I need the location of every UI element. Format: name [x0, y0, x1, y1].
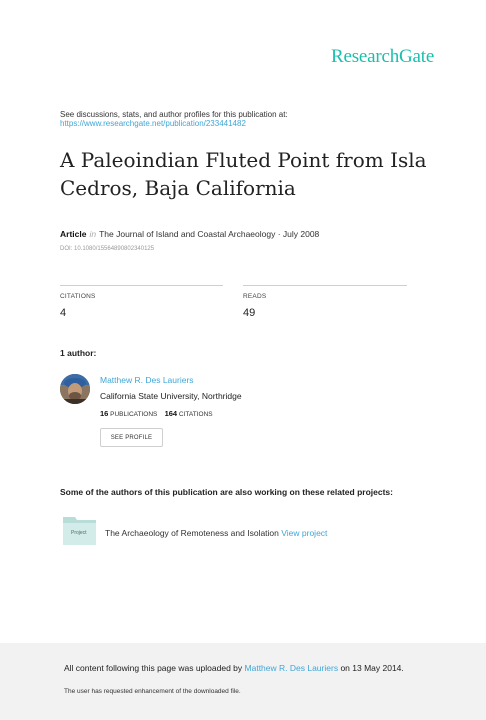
author-counts	[100, 409, 213, 418]
uploader-link[interactable]: Matthew R. Des Lauriers	[244, 663, 339, 673]
researchgate-logo[interactable]: ResearchGate	[331, 46, 435, 67]
author-affiliation: California State University, Northridge	[100, 391, 242, 401]
citations-divider	[60, 285, 223, 286]
related-projects-heading: Some of the authors of this publication are also working on these related projects:	[60, 487, 393, 497]
reads-label: READS	[243, 293, 267, 300]
citations-value: 4	[60, 307, 67, 319]
discussion-text: See discussions, stats, and author profiles for this publication at:	[60, 110, 288, 119]
publication-venue-date[interactable]: The Journal of Island and Coastal Archaeology · July 2008	[99, 229, 320, 239]
citations-label: CITATIONS	[60, 293, 96, 300]
author-citations-label: CITATIONS	[178, 411, 213, 418]
publication-title: A Paleoindian Fluted Point from Isla Cedros, Baja California	[60, 148, 427, 200]
authors-heading: 1 author:	[60, 348, 97, 358]
reads-value: 49	[243, 307, 256, 319]
author-name-link[interactable]: Matthew R. Des Lauriers	[100, 375, 194, 385]
author-citations-count: 164	[164, 409, 178, 418]
project-folder-label: Project	[71, 530, 87, 536]
publication-meta	[60, 229, 319, 239]
author-avatar[interactable]	[60, 374, 90, 404]
enhancement-note: The user has requested enhancement of the downloaded file.	[64, 688, 241, 695]
upload-prefix: All content following this page was uploaded by	[64, 663, 243, 673]
author-publications-label: PUBLICATIONS	[110, 411, 158, 418]
reads-divider	[243, 285, 407, 286]
in-word: in	[89, 229, 97, 239]
see-profile-button[interactable]: SEE PROFILE	[100, 428, 163, 447]
footer-panel	[0, 643, 486, 720]
publication-url-link[interactable]: https://www.researchgate.net/publication/233441482	[60, 119, 246, 128]
upload-info	[64, 663, 404, 673]
view-project-link[interactable]: View project	[281, 528, 328, 538]
publication-doi: DOI: 10.1080/15564890802340125	[60, 246, 155, 252]
avatar-photo-icon	[60, 374, 90, 404]
related-project-item	[105, 528, 327, 538]
publication-type: Article	[60, 229, 87, 239]
author-publications-count: 16	[100, 409, 109, 418]
project-name: The Archaeology of Remoteness and Isolation	[105, 528, 279, 538]
project-folder-icon	[63, 517, 96, 545]
upload-date: on 13 May 2014.	[340, 663, 404, 673]
